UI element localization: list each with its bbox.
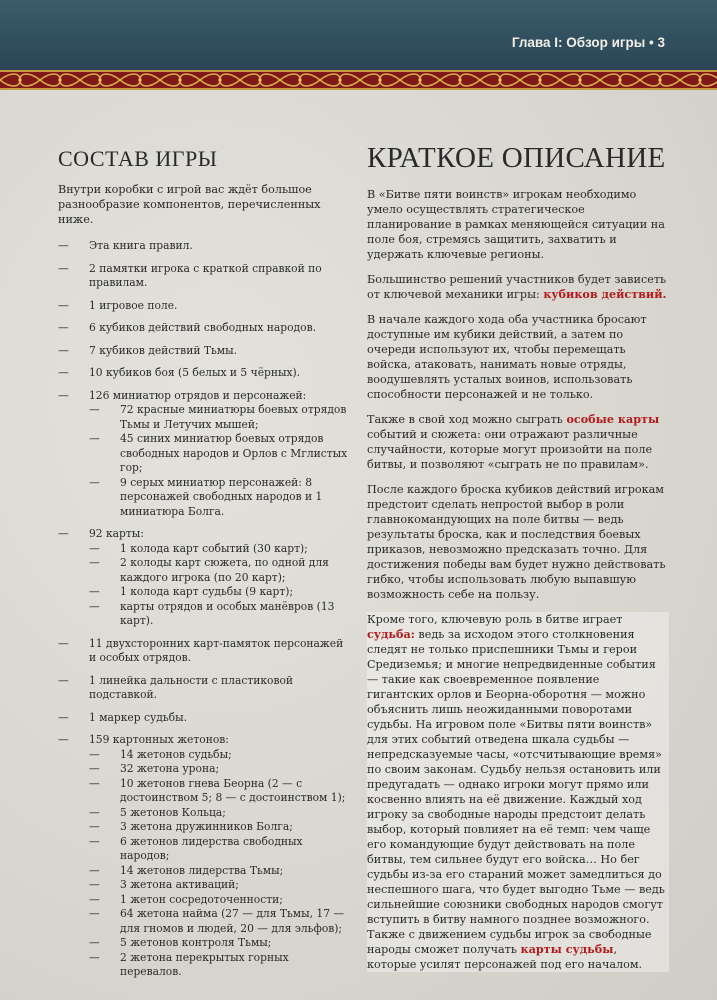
component-item: [58, 711, 348, 726]
component-subtext: 6 жетонов лидерства свободных народов;: [120, 834, 303, 862]
component-subtext: 45 синих миниатюр боевых отрядов свободных народов и Орлов с Мглистых гор;: [120, 432, 348, 474]
list-dash: —: [58, 261, 69, 275]
component-item: [58, 299, 348, 314]
component-text: 2 памятки игрока с краткой справкой по правилам.: [89, 261, 322, 289]
component-subtext: 32 жетона урона;: [120, 762, 220, 775]
component-subtext: 72 красные миниатюры боевых отрядов Тьмы и Летучих мышей;: [120, 403, 347, 431]
component-subtext: 1 колода карт событий (30 карт);: [120, 541, 308, 555]
component-subitem: [89, 777, 348, 806]
overview-paragraph-4: [367, 412, 669, 472]
list-dash: —: [89, 747, 100, 761]
component-subitem: [89, 936, 348, 951]
text-run: Кроме того, ключевую роль в битве играет: [367, 613, 623, 626]
component-item: [58, 527, 348, 629]
component-item: [58, 239, 348, 254]
component-subtext: 10 жетонов гнева Беорна (2 — с достоинством 5; 8 — с достоинством 1);: [120, 776, 346, 804]
overview-paragraph-5: После каждого броска кубиков действий игрокам предстоит сделать непростой выбор в роли главнокомандующих на поле битвы — ведь результаты броска, как и последствия боевых приказов, невозможно предсказать точно. Для достижения победы вам будет нужно действовать гибко, чтобы использовать любую выпавшую возможность себе на пользу.: [367, 483, 666, 601]
component-subitem: [89, 476, 348, 520]
list-dash: —: [58, 710, 69, 724]
component-subitem: [89, 748, 348, 763]
component-subtext: 5 жетонов Кольца;: [120, 805, 226, 819]
text-run: , которые усилят персонажей под его началом.: [367, 943, 643, 971]
list-dash: —: [58, 527, 69, 540]
component-subtext: 1 колода карт судьбы (9 карт);: [120, 585, 294, 598]
component-subitem: [89, 951, 348, 980]
list-dash: —: [89, 834, 100, 848]
component-subtext: 3 жетона активаций;: [120, 878, 239, 891]
list-dash: —: [89, 820, 100, 833]
overview-heading: КРАТКОЕ ОПИСАНИЕ: [367, 142, 666, 174]
list-dash: —: [89, 432, 100, 445]
list-dash: —: [89, 762, 100, 775]
component-subitem: [89, 893, 348, 908]
component-subitem: [89, 556, 348, 585]
list-dash: —: [89, 599, 100, 613]
components-column: [58, 142, 348, 988]
ornamental-border: [0, 70, 717, 90]
list-dash: —: [89, 556, 100, 569]
component-subitem: [89, 835, 348, 864]
list-dash: —: [89, 950, 100, 964]
component-item: [58, 389, 348, 520]
highlight-special-cards: особые карты: [566, 412, 660, 426]
component-subtext: 14 жетонов судьбы;: [120, 747, 232, 761]
page-header: [0, 0, 717, 70]
component-item: [58, 321, 348, 336]
list-dash: —: [89, 878, 100, 891]
component-item: [58, 674, 348, 703]
component-text: 11 двухсторонних карт-памяток персонажей и особых отрядов.: [89, 636, 344, 664]
list-dash: —: [89, 892, 100, 906]
component-subitem: [89, 585, 348, 600]
list-dash: —: [58, 636, 69, 650]
list-dash: —: [89, 475, 100, 489]
list-dash: —: [89, 541, 100, 555]
component-text: Эта книга правил.: [89, 239, 193, 252]
component-text: 92 карты:: [89, 527, 144, 540]
knotwork-ornament: [0, 72, 717, 88]
overview-paragraph-3: В начале каждого хода оба участника бросают доступные им кубики действий, а затем по очереди используют их, чтобы перемещать войска, атаковать, нанимать новые отряды, воодушевлять усталых воинов, использовать способности персонажей и не только.: [367, 313, 647, 401]
list-dash: —: [58, 733, 69, 746]
component-item: [58, 637, 348, 666]
list-dash: —: [58, 388, 69, 402]
component-subtext: 9 серых миниатюр персонажей: 8 персонажей свободных народов и 1 миниатюра Болга.: [120, 475, 323, 518]
component-subitem: [89, 864, 348, 879]
chapter-title: Глава I: Обзор игры • 3: [511, 35, 665, 50]
list-dash: —: [89, 907, 100, 920]
components-heading: СОСТАВ ИГРЫ: [58, 146, 218, 171]
component-subitem: [89, 542, 348, 557]
component-sublist: [89, 403, 348, 519]
component-item: [58, 366, 348, 381]
component-subitem: [89, 878, 348, 893]
component-text: 1 игровое поле.: [89, 298, 178, 312]
overview-paragraph-6: [367, 612, 669, 972]
text-run: ведь за исходом этого столкновения следят не только приспешники Тьмы и герои Средиземья; и многие непредвиденные события — такие как своевременное появление гигантских орлов и Беорна-оборотня — можно объяснить лишь неожиданными поворотами судьбы. На игровом поле «Битвы пяти воинств» для этих событий отведена шкала судьбы — непредсказуемые часы, «отсчитывающие время» по своим законам. Судьбу нельзя остановить или предугадать — однако игроки могут прямо или косвенно влиять на её движение. Каждый ход игроку за свободные народы предстоит делать выбор, который повлияет на её темп: чем чаще его командующие будут действовать на поле битвы, тем сильнее будут его войска… Но бег судьбы из-за его стараний может замедлиться до неспешного шага, что будет выгодно Тьме — ведь сильнейшие союзники свободных народов смогут вступить в битву намного позднее возможного. Также с движением судьбы игрок за свободные народы сможет получать: [367, 628, 665, 956]
list-dash: —: [58, 366, 69, 379]
component-subitem: [89, 907, 348, 936]
list-dash: —: [89, 863, 100, 877]
component-item: [58, 733, 348, 980]
list-dash: —: [58, 298, 69, 312]
component-subitem: [89, 600, 348, 629]
component-subtext: 3 жетона дружинников Болга;: [120, 820, 293, 833]
list-dash: —: [58, 343, 69, 357]
list-dash: —: [58, 239, 69, 252]
component-subtext: 14 жетонов лидерства Тьмы;: [120, 863, 284, 877]
component-text: 10 кубиков боя (5 белых и 5 чёрных).: [89, 366, 301, 379]
component-subitem: [89, 432, 348, 476]
component-subitem: [89, 820, 348, 835]
component-text: 1 маркер судьбы.: [89, 710, 187, 724]
list-dash: —: [89, 805, 100, 819]
text-run: Также в свой ход можно сыграть: [367, 413, 567, 426]
component-subtext: 1 жетон сосредоточенности;: [120, 892, 283, 906]
overview-column: [367, 142, 669, 982]
component-text: 7 кубиков действий Тьмы.: [89, 343, 238, 357]
list-dash: —: [58, 673, 69, 687]
component-sublist: [89, 542, 348, 629]
component-subtext: 5 жетонов контроля Тьмы;: [120, 936, 272, 949]
component-sublist: [89, 748, 348, 980]
component-subtext: 2 колоды карт сюжета, по одной для каждого игрока (по 20 карт);: [120, 556, 329, 584]
components-list: [58, 239, 348, 980]
overview-paragraph-1: В «Битве пяти воинств» игрокам необходимо умело осуществлять стратегическое планирование в рамках меняющейся ситуации на поле боя, стремясь защитить, захватить и удержать ключевые регионы.: [367, 188, 665, 261]
component-text: 126 миниатюр отрядов и персонажей:: [89, 388, 307, 402]
list-dash: —: [58, 321, 69, 334]
component-item: [58, 344, 348, 359]
text-run: Большинство решений участников будет зависеть от ключевой механики игры:: [367, 273, 667, 301]
highlight-action-dice: кубиков действий.: [543, 287, 667, 301]
text-run: событий и сюжета: они отражают различные случайности, которые могут произойти на поле битвы, и позволяют «сыграть не по правилам».: [367, 428, 653, 471]
component-text: 159 картонных жетонов:: [89, 733, 229, 746]
component-subitem: [89, 762, 348, 777]
component-subtext: карты отрядов и особых манёвров (13 карт).: [120, 599, 335, 627]
component-subtext: 64 жетона найма (27 — для Тьмы, 17 — для гномов и людей, 20 — для эльфов);: [120, 907, 345, 935]
list-dash: —: [89, 936, 100, 949]
component-text: 1 линейка дальности с пластиковой подставкой.: [89, 673, 294, 701]
component-item: [58, 262, 348, 291]
components-intro: Внутри коробки с игрой вас ждёт большое разнообразие компонентов, перечисленных ниже.: [58, 183, 321, 226]
highlight-fate-cards: карты судьбы: [520, 942, 614, 956]
list-dash: —: [89, 776, 100, 790]
highlight-fate: судьба:: [367, 627, 415, 641]
list-dash: —: [89, 585, 100, 598]
component-text: 6 кубиков действий свободных народов.: [89, 321, 316, 334]
overview-paragraph-2: [367, 272, 669, 302]
component-subitem: [89, 403, 348, 432]
list-dash: —: [89, 403, 100, 416]
component-subtext: 2 жетона перекрытых горных перевалов.: [120, 950, 289, 978]
component-subitem: [89, 806, 348, 821]
